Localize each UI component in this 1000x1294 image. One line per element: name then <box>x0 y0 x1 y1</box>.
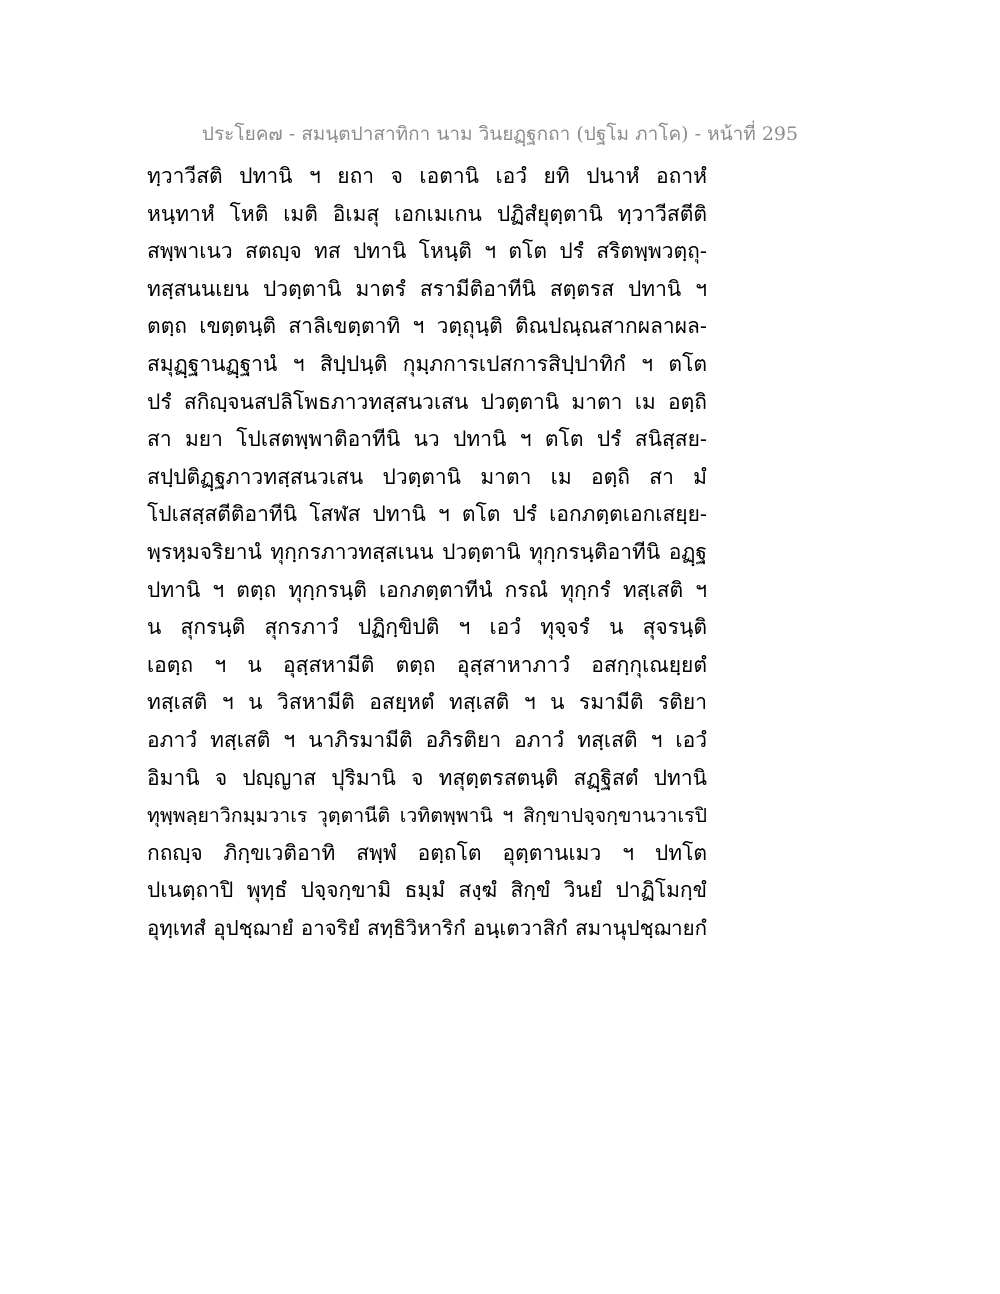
text-line: สา มยา โปเสตพฺพาติอาทีนิ นว ปทานิ ฯ ตโต ปรํ สนิสฺสย- <box>147 427 707 452</box>
text-line: ทุพฺพลฺยาวิกมฺมวาเร วุตฺตานีติ เวทิตพฺพานิ ฯ สิกฺขาปจฺจกฺขานวาเรปิ <box>147 804 707 828</box>
running-header: ประโยค๗ - สมนฺตปาสาทิกา นาม วินยฏฺฐกถา (ปฐโม ภาโค) - หน้าที่ 295 <box>201 123 799 145</box>
text-line: กถญฺจ ภิกฺขเวติอาทิ สพฺพํ อตฺถโต อุตฺตานเมว ฯ ปทโต <box>147 840 707 865</box>
text-line: ทฺวาวีสติ ปทานิ ฯ ยถา จ เอตานิ เอวํ ยทิ ปนาหํ อถาหํ <box>147 164 707 188</box>
text-line: หนฺทาหํ โหติ เมติ อิเมสุ เอกเมเกน ปฏิสํยุตฺตานิ ทฺวาวีสตีติ <box>147 201 707 226</box>
text-line: สปฺปติฏฺฐภาวทสฺสนวเสน ปวตฺตานิ มาตา เม อตฺถิ สา มํ <box>147 464 707 489</box>
text-line: อุทฺเทสํ อุปชฺฌายํ อาจริยํ สทฺธิวิหาริกํ อนฺเตวาสิกํ สมานุปชฺฌายกํ <box>147 915 707 940</box>
text-line: ปรํ สกิญฺจนสปลิโพธภาวทสฺสนวเสน ปวตฺตานิ มาตา เม อตฺถิ <box>147 389 707 414</box>
text-line: โปเสสฺสตีติอาทีนิ โสฬส ปทานิ ฯ ตโต ปรํ เอกภตฺตเอกเสยฺย- <box>147 502 707 527</box>
text-line: ตตฺถ เขตฺตนฺติ สาลิเขตฺตาทิ ฯ วตฺถุนฺติ ติณปณฺณสากผลาผล- <box>147 314 707 339</box>
text-line: สพฺพาเนว สตญฺจ ทส ปทานิ โหนฺติ ฯ ตโต ปรํ สริตพฺพวตฺถุ- <box>147 239 707 264</box>
text-line: ปทานิ ฯ ตตฺถ ทุกฺกรนฺติ เอกภตฺตาทีนํ กรณํ ทุกฺกรํ ทสฺเสติ ฯ <box>147 577 707 602</box>
text-line: ทสฺเสติ ฯ น วิสหามีติ อสยฺหตํ ทสฺเสติ ฯ น รมามีติ รติยา <box>147 690 707 715</box>
text-line: เอตฺถ ฯ น อุสฺสหามีติ ตตฺถ อุสฺสาหาภาวํ อสกฺกุเณยฺยตํ <box>147 652 707 677</box>
text-line: อิมานิ จ ปญฺญาส ปุริมานิ จ ทสุตฺตรสตนฺติ สฏฺฐิสตํ ปทานิ <box>147 765 707 790</box>
text-line: อภาวํ ทสฺเสติ ฯ นาภิรมามีติ อภิรติยา อภาวํ ทสฺเสติ ฯ เอวํ <box>147 727 707 752</box>
text-line: น สุกรนฺติ สุกรภาวํ ปฏิกฺขิปติ ฯ เอวํ ทุจฺจรํ น สุจรนฺติ <box>147 615 707 640</box>
body-text <box>147 158 707 947</box>
text-line: พฺรหฺมจริยานํ ทุกฺกรภาวทสฺสเนน ปวตฺตานิ ทุกฺกรนฺติอาทีนิ อฏฺฐ <box>147 539 707 564</box>
text-line: สมุฏฺฐานฏฺฐานํ ฯ สิปฺปนฺติ กุมฺภการเปสการสิปฺปาทิกํ ฯ ตโต <box>147 351 707 376</box>
text-line: ทสฺสนนเยน ปวตฺตานิ มาตรํ สรามีติอาทีนิ สตฺตรส ปทานิ ฯ <box>147 276 707 301</box>
text-line: ปเนตฺถาปิ พุทฺธํ ปจฺจกฺขามิ ธมฺมํ สงฺฆํ สิกฺขํ วินยํ ปาฏิโมกฺขํ <box>147 878 707 903</box>
